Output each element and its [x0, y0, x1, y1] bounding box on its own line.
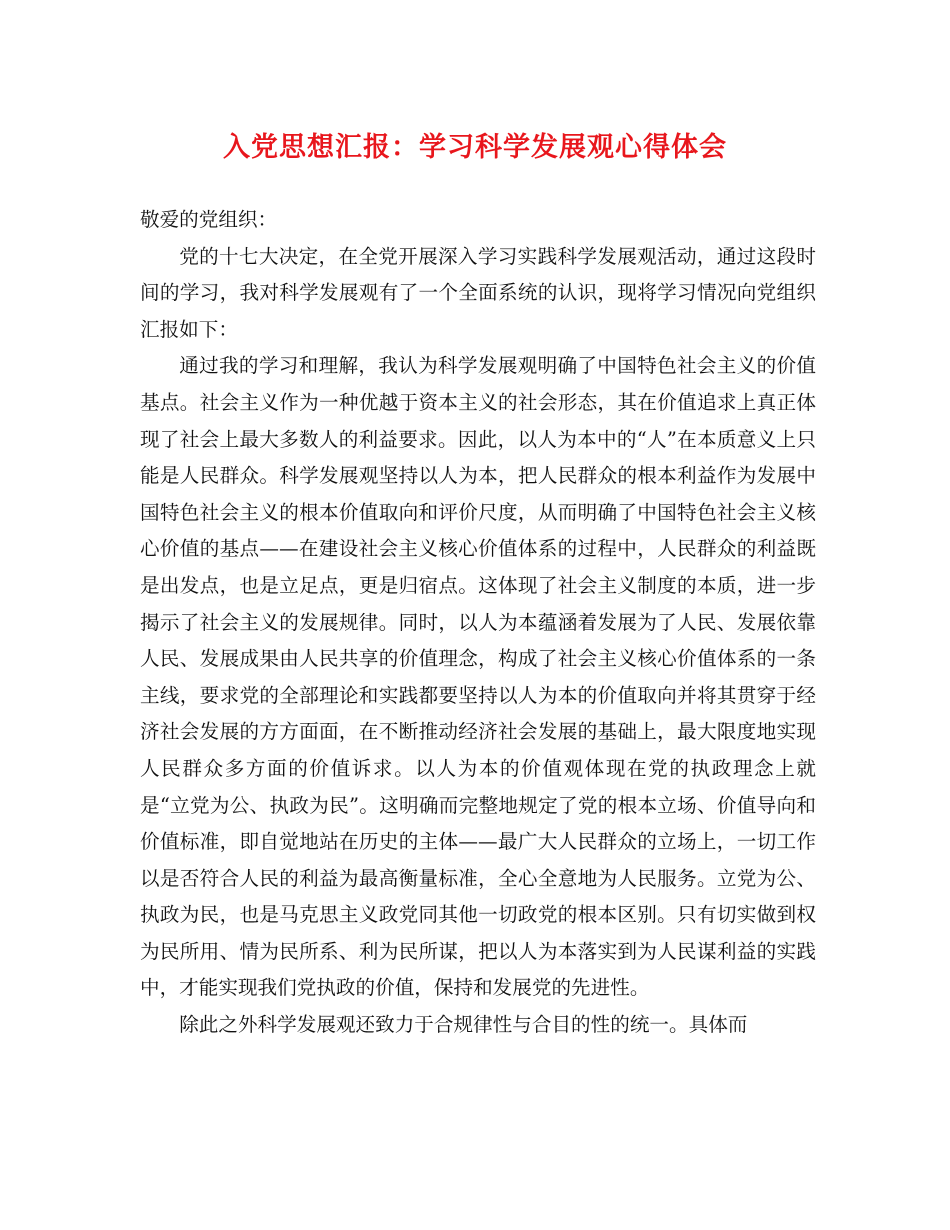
salutation: 敬爱的党组织：: [140, 208, 278, 231]
document-body: [140, 202, 816, 1044]
document-title: 入党思想汇报：学习科学发展观心得体会: [223, 132, 727, 163]
paragraph-2: 通过我的学习和理解，我认为科学发展观明确了中国特色社会主义的价值基点。社会主义作为一种优越于资本主义的社会形态，其在价值追求上真正体现了社会上最大多数人的利益要求。因此，以人为本中的“人”在本质意义上只能是人民群众。科学发展观坚持以人为本，把人民群众的根本利益作为发展中国特色社会主义的根本价值取向和评价尺度，从而明确了中国特色社会主义核心价值的基点——在建设社会主义核心价值体系的过程中，人民群众的利益既是出发点，也是立足点，更是归宿点。这体现了社会主义制度的本质，进一步揭示了社会主义的发展规律。同时，以人为本蕴涵着发展为了人民、发展依靠人民、发展成果由人民共享的价值理念，构成了社会主义核心价值体系的一条主线，要求党的全部理论和实践都要坚持以人为本的价值取向并将其贯穿于经济社会发展的方方面面，在不断推动经济社会发展的基础上，最大限度地实现人民群众多方面的价值诉求。以人为本的价值观体现在党的执政理念上就是“立党为公、执政为民”。这明确而完整地规定了党的根本立场、价值导向和价值标准，即自觉地站在历史的主体——最广大人民群众的立场上，一切工作以是否符合人民的利益为最高衡量标准，全心全意地为人民服务。立党为公、执政为民，也是马克思主义政党同其他一切政党的根本区别。只有切实做到权为民所用、情为民所系、利为民所谋，把以人为本落实到为人民谋利益的实践中，才能实现我们党执政的价值，保持和发展党的先进性。: [140, 354, 816, 1000]
paragraph-1: 党的十七大决定，在全党开展深入学习实践科学发展观活动，通过这段时间的学习，我对科学发展观有了一个全面系统的认识，现将学习情况向党组织汇报如下：: [140, 244, 816, 341]
paragraph-3: 除此之外科学发展观还致力于合规律性与合目的性的统一。具体而: [179, 1013, 748, 1037]
